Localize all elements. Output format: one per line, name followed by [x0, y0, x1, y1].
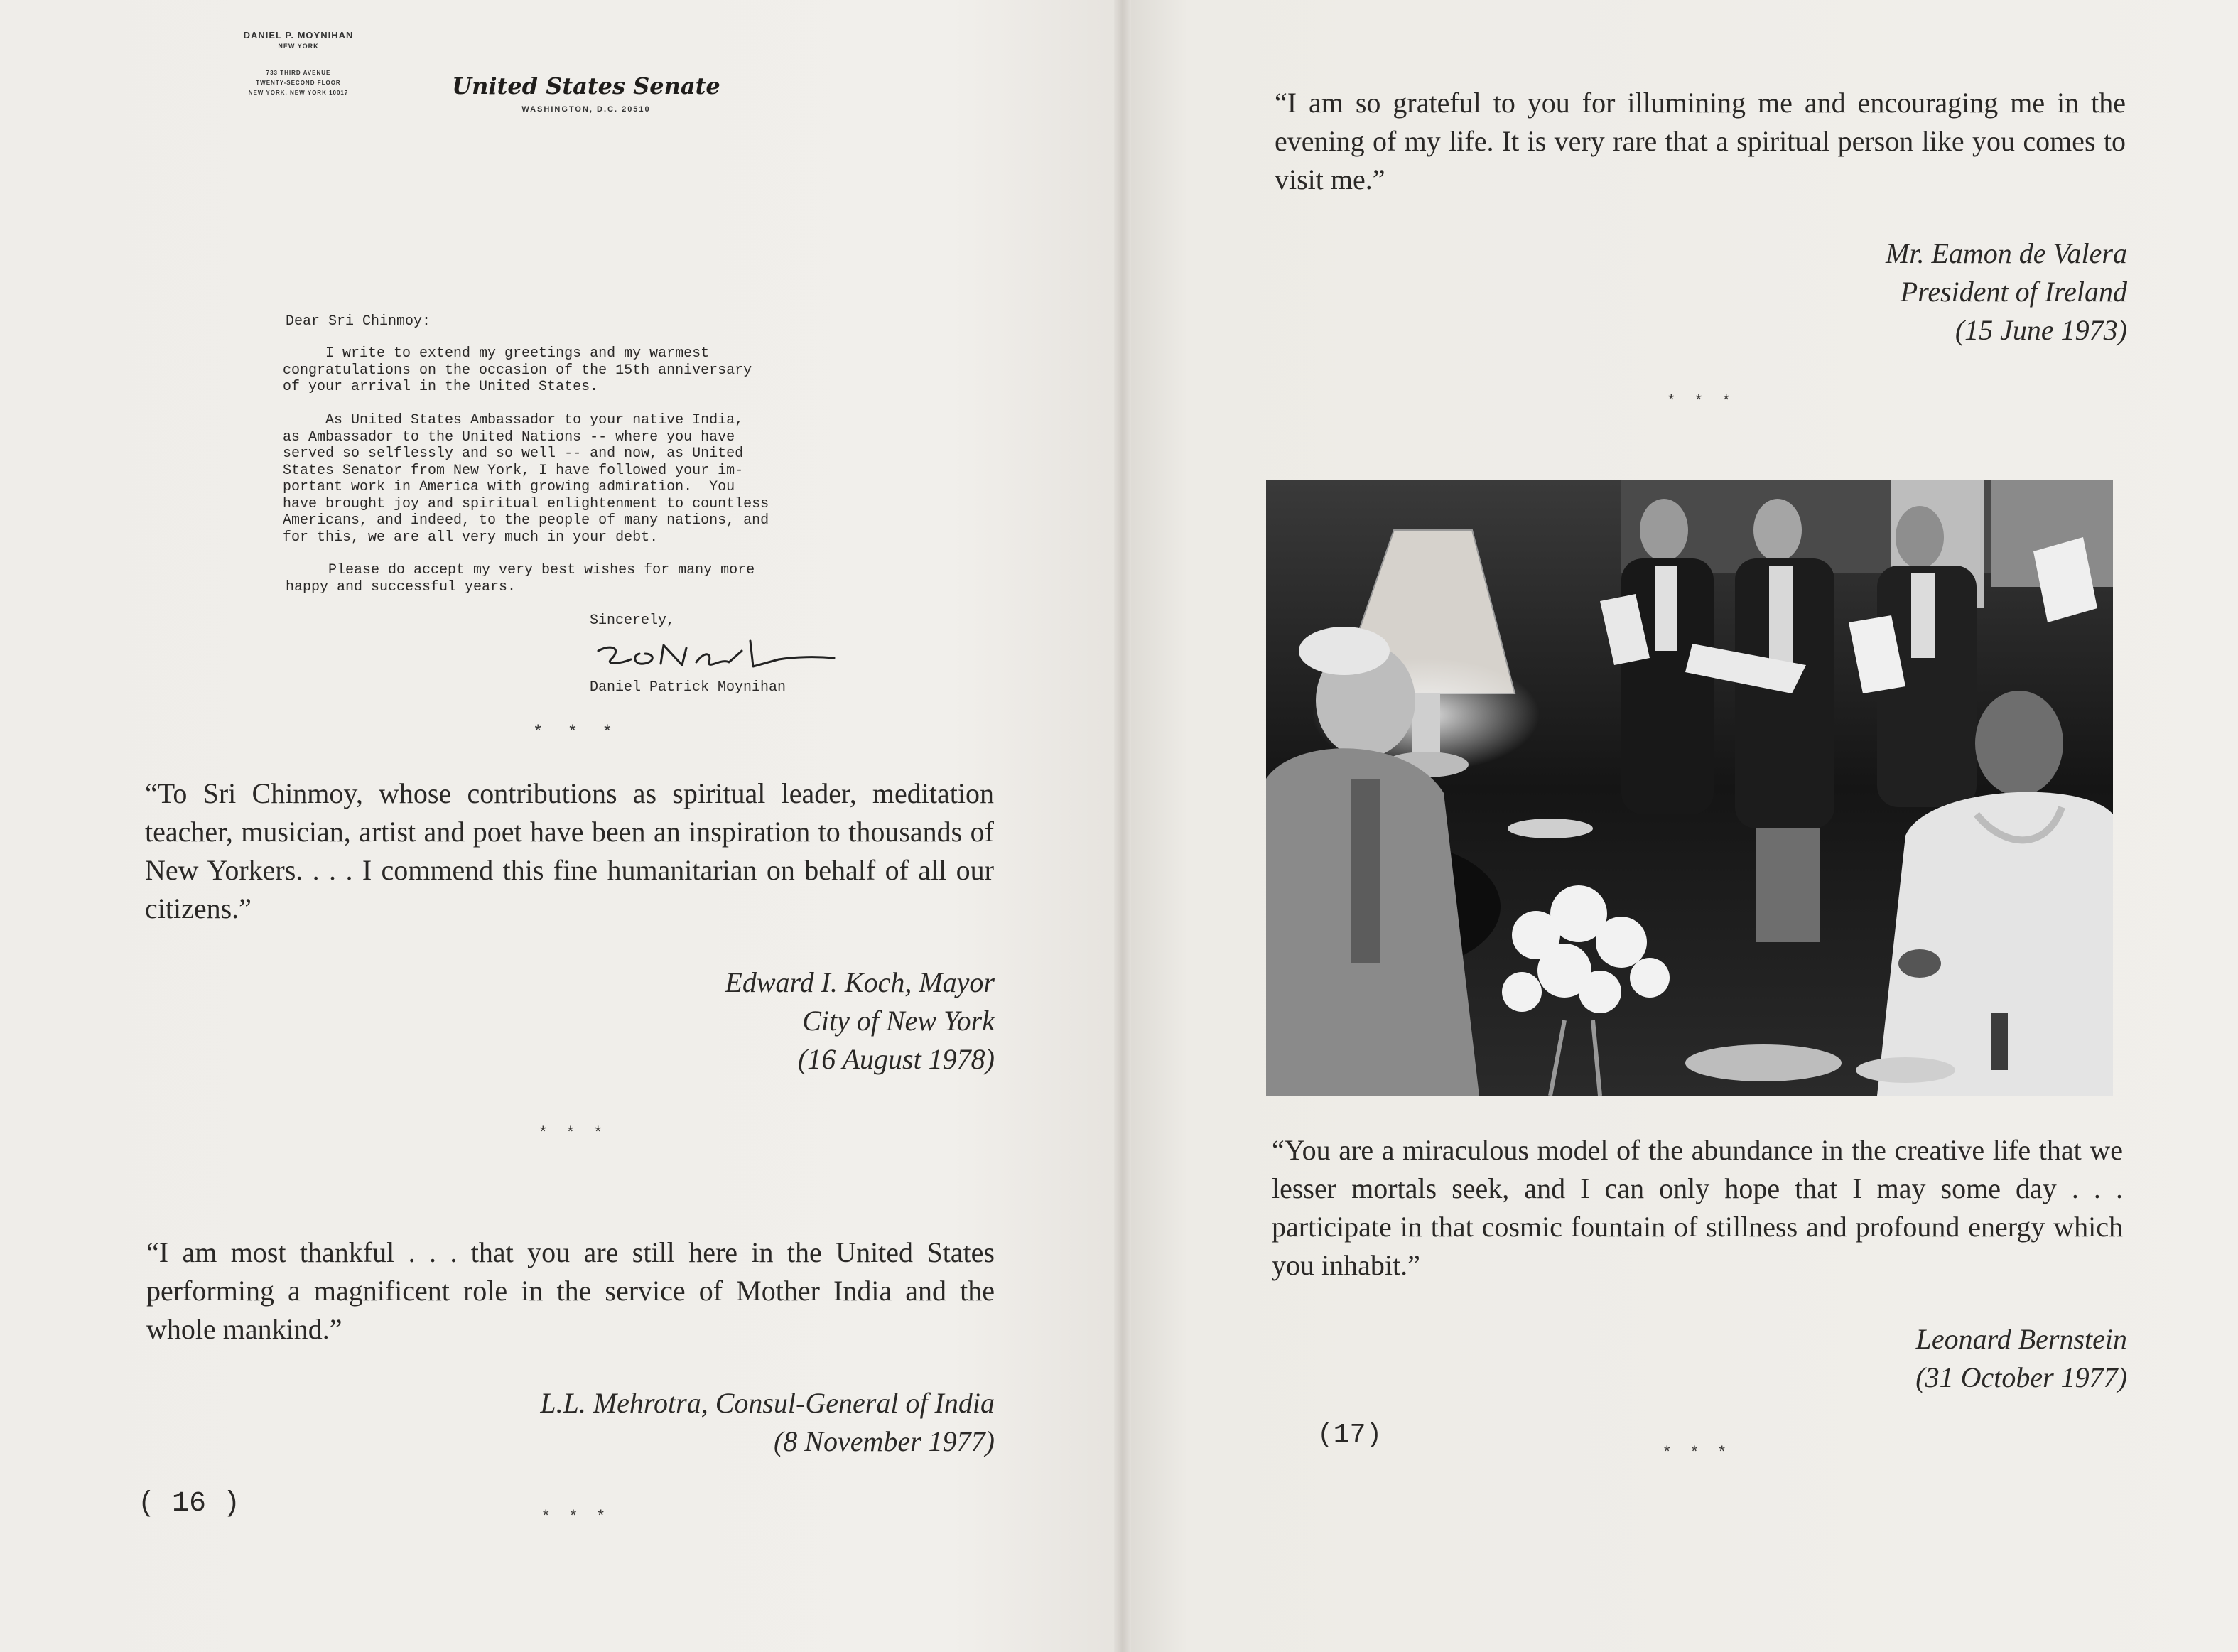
attribution-date: (8 November 1977): [773, 1425, 995, 1457]
separator-stars: * * *: [533, 723, 620, 743]
letterhead-address-line: TWENTY-SECOND FLOOR: [256, 80, 341, 86]
attribution-date: (16 August 1978): [797, 1043, 995, 1075]
black-and-white-photograph: [1266, 480, 2113, 1096]
letterhead-address-line: 733 THIRD AVENUE: [266, 70, 331, 76]
attribution-mehrotra: [355, 1384, 995, 1461]
separator-stars: * * *: [540, 1123, 610, 1140]
book-gutter: [1114, 0, 1131, 1652]
handwritten-signature: [590, 634, 860, 676]
letterhead-name: DANIEL P. MOYNIHAN: [243, 30, 354, 41]
photo-illustration: [1266, 480, 2113, 1096]
letterhead-city: WASHINGTON, D.C. 20510: [521, 105, 651, 114]
attribution-date: (15 June 1973): [1955, 314, 2127, 346]
letterhead-state: NEW YORK: [278, 43, 319, 50]
letter-paragraph: Please do accept my very best wishes for many more happy and successful years.: [286, 562, 755, 595]
letterhead-address-line: NEW YORK, NEW YORK 10017: [248, 90, 349, 96]
page-number-left: ( 16 ): [138, 1488, 241, 1520]
separator-stars: * * *: [543, 1506, 612, 1524]
attribution-koch: [497, 963, 995, 1079]
attribution-line: City of New York: [802, 1005, 995, 1037]
attribution-line: L.L. Mehrotra, Consul-General of India: [540, 1387, 995, 1419]
letter-paragraph: As United States Ambassador to your native India, as Ambassador to the United Nations -- where you have served so selflessly and so well -- and now, as United States Senator from New York, I have followed your im- portant work in America with growing admiration. You have brought joy and spiritual enlightenment to countless Americans, and indeed, to the people of many nations, and for this, we are all very much in your debt.: [283, 412, 769, 546]
attribution-line: Edward I. Koch, Mayor: [725, 966, 995, 998]
quote-de-valera: “I am so grateful to you for illumining me and encouraging me in the evening of my life. It is very rare that a spiritual person like you comes to visit me.”: [1275, 87, 2126, 195]
letter-signer: Daniel Patrick Moynihan: [590, 679, 786, 696]
letter-salutation: Dear Sri Chinmoy:: [286, 313, 431, 330]
separator-stars: * * *: [1664, 1442, 1734, 1460]
quote-bernstein: “You are a miraculous model of the abundance in the creative life that we lesser mortals seek, and I can only hope that I may some day . . . participate in that cosmic fountain of stillness and profound energy which you inhabit.”: [1272, 1134, 2123, 1281]
letter-closing: Sincerely,: [590, 612, 676, 629]
quote-mehrotra: “I am most thankful . . . that you are still here in the United States performing a magnificent role in the service of Mother India and the whole mankind.”: [146, 1236, 995, 1345]
letter-paragraph: I write to extend my greetings and my warmest congratulations on the occasion of the 15th anniversary of your arrival in the United States.: [283, 345, 752, 395]
letterhead-institution: United States Senate: [452, 72, 720, 99]
quote-koch: “To Sri Chinmoy, whose contributions as spiritual leader, meditation teacher, musician, artist and poet have been an inspiration to thousands of New Yorkers. . . . I commend this fine humanitarian on behalf of all our citizens.”: [145, 777, 994, 924]
page-number-right: (17): [1317, 1420, 1383, 1450]
attribution-line: President of Ireland: [1900, 276, 2127, 308]
attribution-bernstein: [1630, 1320, 2127, 1397]
attribution-line: Leonard Bernstein: [1915, 1323, 2127, 1355]
attribution-de-valera: [1630, 234, 2127, 350]
attribution-date: (31 October 1977): [1915, 1361, 2127, 1393]
separator-stars: * * *: [1668, 391, 1738, 409]
attribution-line: Mr. Eamon de Valera: [1886, 237, 2127, 269]
